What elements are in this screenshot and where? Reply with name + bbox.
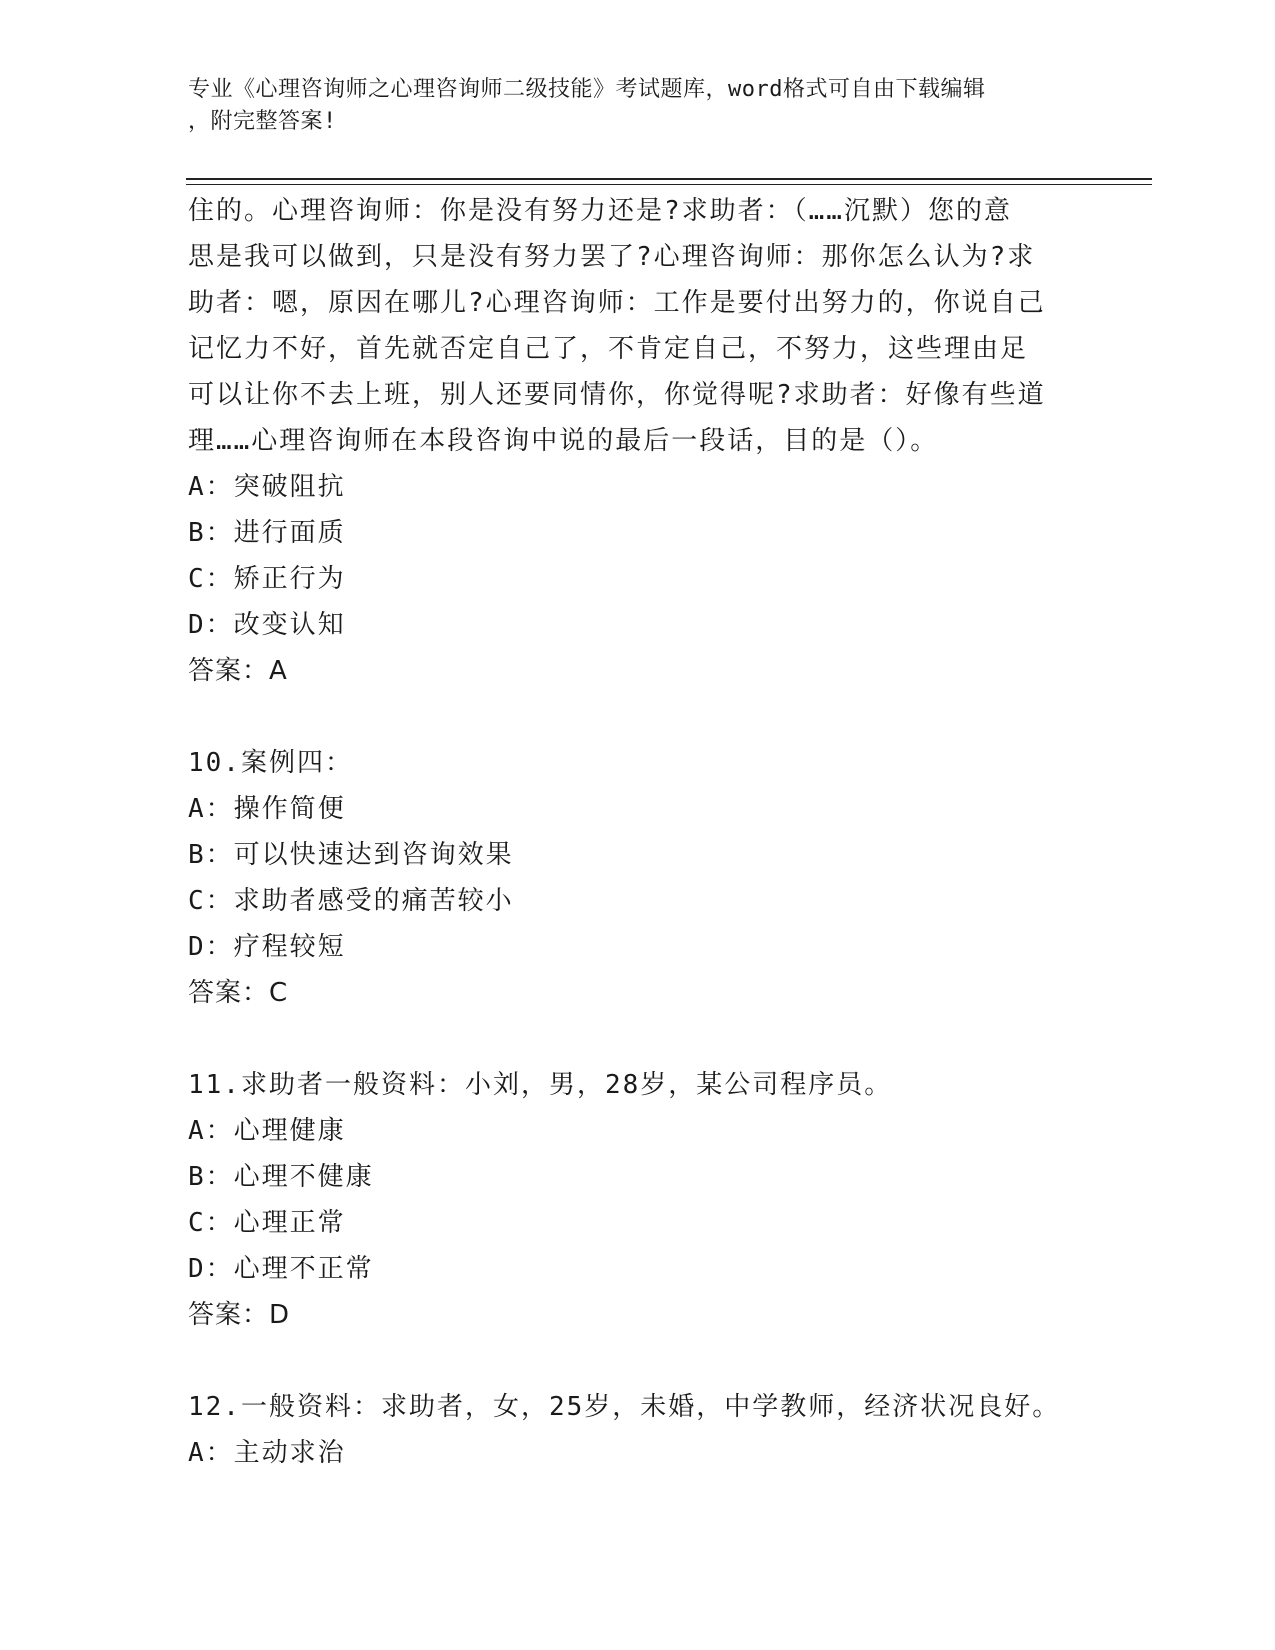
option-b: B：心理不健康: [188, 1162, 374, 1192]
passage-line: 可以让你不去上班，别人还要同情你，你觉得呢?求助者：好像有些道: [188, 380, 1046, 410]
document-body: [188, 188, 1088, 1476]
passage-line: 思是我可以做到，只是没有努力罢了?心理咨询师：那你怎么认为?求: [188, 242, 1036, 272]
question-stem: 10.案例四：: [188, 748, 353, 778]
passage-line: 记忆力不好，首先就否定自己了，不肯定自己，不努力，这些理由足: [188, 334, 1029, 364]
spacer: [188, 1016, 1088, 1062]
header-title-line: 专业《心理咨询师之心理咨询师二级技能》考试题库，word格式可自由下载编辑: [188, 77, 986, 102]
question-9: [188, 188, 1088, 694]
header-subtitle-line: ，附完整答案!: [188, 109, 337, 134]
answer-label: 答案：D: [188, 1300, 291, 1330]
option-c: C：矫正行为: [188, 564, 346, 594]
question-stem: 12.一般资料：求助者，女，25岁，未婚，中学教师，经济状况良好。: [188, 1392, 1061, 1422]
option-a: A：突破阻抗: [188, 472, 346, 502]
passage-line: 助者：嗯，原因在哪儿?心理咨询师：工作是要付出努力的，你说自己: [188, 288, 1046, 318]
answer-label: 答案：C: [188, 978, 289, 1008]
spacer: [188, 694, 1088, 740]
question-12: [188, 1384, 1088, 1476]
option-b: B：进行面质: [188, 518, 346, 548]
option-d: D：心理不正常: [188, 1254, 374, 1284]
option-a: A：操作简便: [188, 794, 346, 824]
answer-label: 答案：A: [188, 656, 288, 686]
passage-line: 住的。心理咨询师：你是没有努力还是?求助者：（……沉默）您的意: [188, 196, 1012, 226]
option-c: C：求助者感受的痛苦较小: [188, 886, 514, 916]
document-header: [188, 74, 1088, 138]
header-rule-thin: [186, 184, 1152, 185]
question-10: [188, 740, 1088, 1016]
question-stem: 11.求助者一般资料：小刘，男，28岁，某公司程序员。: [188, 1070, 893, 1100]
spacer: [188, 1338, 1088, 1384]
question-11: [188, 1062, 1088, 1338]
header-rule-thick: [186, 178, 1152, 180]
option-d: D：改变认知: [188, 610, 346, 640]
option-a: A：主动求治: [188, 1438, 346, 1468]
option-d: D：疗程较短: [188, 932, 346, 962]
option-b: B：可以快速达到咨询效果: [188, 840, 514, 870]
option-c: C：心理正常: [188, 1208, 346, 1238]
option-a: A：心理健康: [188, 1116, 346, 1146]
passage-line: 理……心理咨询师在本段咨询中说的最后一段话，目的是（）。: [188, 426, 939, 456]
